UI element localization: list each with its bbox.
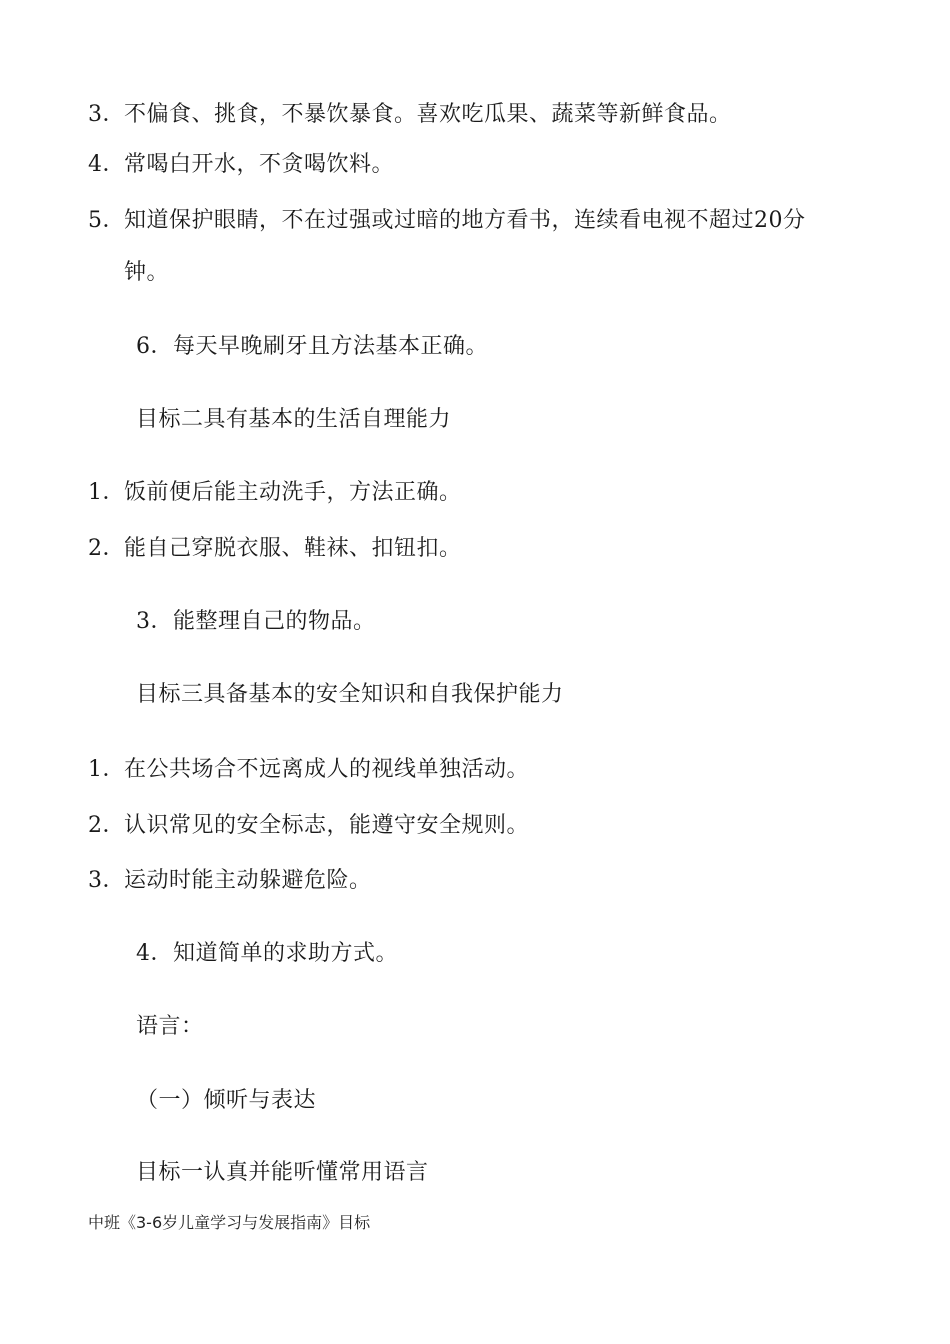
page-footer: 中班《3-6岁儿童学习与发展指南》目标 [88, 1213, 371, 1232]
item-text: 常喝白开水，不贪喝饮料。 [124, 152, 395, 177]
subsection-heading-listening: （一）倾听与表达 [136, 1088, 317, 1113]
list-item-teeth: 6．每天早晚刷牙且方法基本正确。 [136, 334, 488, 359]
list-item-avoid-danger [88, 866, 372, 896]
section-heading-goal-three: 目标三具备基本的安全知识和自我保护能力 [136, 682, 564, 707]
item-text: 认识常见的安全标志，能遵守安全规则。 [124, 813, 530, 838]
list-item-tidy: 3．能整理自己的物品。 [136, 609, 376, 634]
list-item-handwash [88, 478, 462, 508]
list-item-safety-signs [88, 811, 529, 841]
item-number: 4． [88, 152, 125, 177]
list-item-seek-help: 4．知道简单的求助方式。 [136, 941, 398, 966]
item-number: 3． [88, 102, 125, 127]
item-text: 知道保护眼睛，不在过强或过暗的地方看书，连续看电视不超过20分 [124, 208, 806, 233]
item-number: 5． [88, 208, 125, 233]
list-item-water [88, 150, 394, 180]
item-number: 1． [88, 480, 125, 505]
goal-heading-listen-understand: 目标一认真并能听懂常用语言 [136, 1160, 429, 1185]
list-item-dressing [88, 534, 462, 564]
item-number: 2． [88, 813, 125, 838]
item-number: 3． [88, 868, 125, 893]
list-item-eyes-continued: 钟。 [124, 260, 170, 285]
item-text: 运动时能主动躲避危险。 [124, 868, 372, 893]
list-item-diet [88, 100, 732, 130]
item-text: 能自己穿脱衣服、鞋袜、扣钮扣。 [124, 536, 462, 561]
list-item-eyes [88, 206, 806, 236]
item-text: 在公共场合不远离成人的视线单独活动。 [124, 757, 530, 782]
item-text: 饭前便后能主动洗手，方法正确。 [124, 480, 462, 505]
item-text: 不偏食、挑食，不暴饮暴食。喜欢吃瓜果、蔬菜等新鲜食品。 [124, 102, 732, 127]
list-item-public-places [88, 755, 529, 785]
section-heading-language: 语言： [136, 1014, 204, 1039]
item-number: 2． [88, 536, 125, 561]
item-number: 1． [88, 757, 125, 782]
section-heading-goal-two: 目标二具有基本的生活自理能力 [136, 407, 452, 432]
